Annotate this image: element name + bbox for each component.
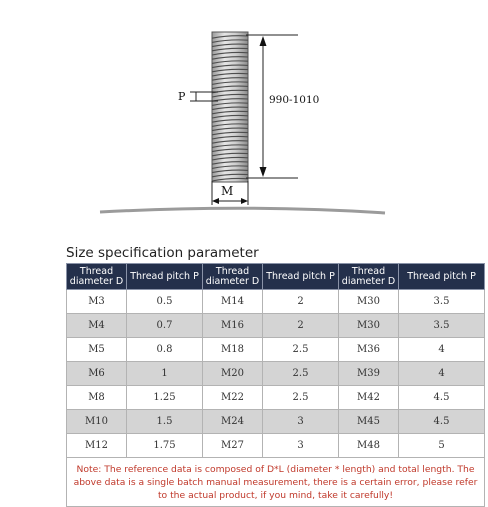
table-cell: M18 (203, 338, 263, 362)
table-cell: 3 (263, 434, 339, 458)
table-cell: 4.5 (399, 386, 485, 410)
table-cell: 1.25 (127, 386, 203, 410)
floor-shadow (100, 208, 385, 213)
note-text: Note: The reference data is composed of D*L (diameter * length) and total length. The above data is a single batch manual measurement, there is a certain error, please refer to the actual product, if you mind, take it carefully! (67, 458, 485, 507)
table-cell: M16 (203, 314, 263, 338)
table-cell: 2 (263, 290, 339, 314)
length-label: 990-1010 (269, 94, 320, 106)
diameter-label: M (221, 184, 234, 198)
table-cell: M8 (67, 386, 127, 410)
table-header-row (67, 264, 485, 290)
table-cell: M6 (67, 362, 127, 386)
length-arrow-top (260, 36, 267, 46)
table-cell: 3.5 (399, 290, 485, 314)
table-row (67, 290, 485, 314)
table-cell: M5 (67, 338, 127, 362)
table-cell: 2 (263, 314, 339, 338)
table-cell: M4 (67, 314, 127, 338)
diameter-arrow-right (241, 198, 248, 204)
table-cell: M12 (67, 434, 127, 458)
table-cell: 0.5 (127, 290, 203, 314)
table-cell: 4 (399, 362, 485, 386)
note-row (67, 458, 485, 507)
table-cell: 1.5 (127, 410, 203, 434)
table-cell: 3.5 (399, 314, 485, 338)
table-cell: M3 (67, 290, 127, 314)
table-row (67, 410, 485, 434)
table-cell: M14 (203, 290, 263, 314)
table-cell: M42 (339, 386, 399, 410)
threaded-rod-diagram (0, 0, 488, 240)
header-thread-diameter: Thread diameter D (339, 264, 399, 290)
length-arrow-bottom (260, 167, 267, 177)
table-cell: M27 (203, 434, 263, 458)
table-cell: M30 (339, 314, 399, 338)
size-spec-table (66, 263, 485, 507)
table-row (67, 362, 485, 386)
table-cell: 0.7 (127, 314, 203, 338)
table-cell: 4.5 (399, 410, 485, 434)
table-row (67, 314, 485, 338)
header-thread-diameter: Thread diameter D (67, 264, 127, 290)
pitch-label: P (178, 90, 186, 103)
table-cell: 5 (399, 434, 485, 458)
table-row (67, 338, 485, 362)
diameter-arrow-left (212, 198, 219, 204)
table-cell: M48 (339, 434, 399, 458)
table-row (67, 386, 485, 410)
table-cell: M36 (339, 338, 399, 362)
table-cell: 0.8 (127, 338, 203, 362)
table-cell: M30 (339, 290, 399, 314)
header-thread-pitch: Thread pitch P (399, 264, 485, 290)
section-title: Size specification parameter (66, 245, 259, 261)
table-cell: 2.5 (263, 386, 339, 410)
table-row (67, 434, 485, 458)
table-cell: M39 (339, 362, 399, 386)
table-cell: M24 (203, 410, 263, 434)
table-cell: M20 (203, 362, 263, 386)
table-cell: 3 (263, 410, 339, 434)
header-thread-pitch: Thread pitch P (127, 264, 203, 290)
table-cell: M10 (67, 410, 127, 434)
table-cell: 1.75 (127, 434, 203, 458)
table-cell: M45 (339, 410, 399, 434)
header-thread-diameter: Thread diameter D (203, 264, 263, 290)
table-cell: M22 (203, 386, 263, 410)
table-cell: 4 (399, 338, 485, 362)
header-thread-pitch: Thread pitch P (263, 264, 339, 290)
table-cell: 2.5 (263, 338, 339, 362)
table-cell: 2.5 (263, 362, 339, 386)
table-cell: 1 (127, 362, 203, 386)
